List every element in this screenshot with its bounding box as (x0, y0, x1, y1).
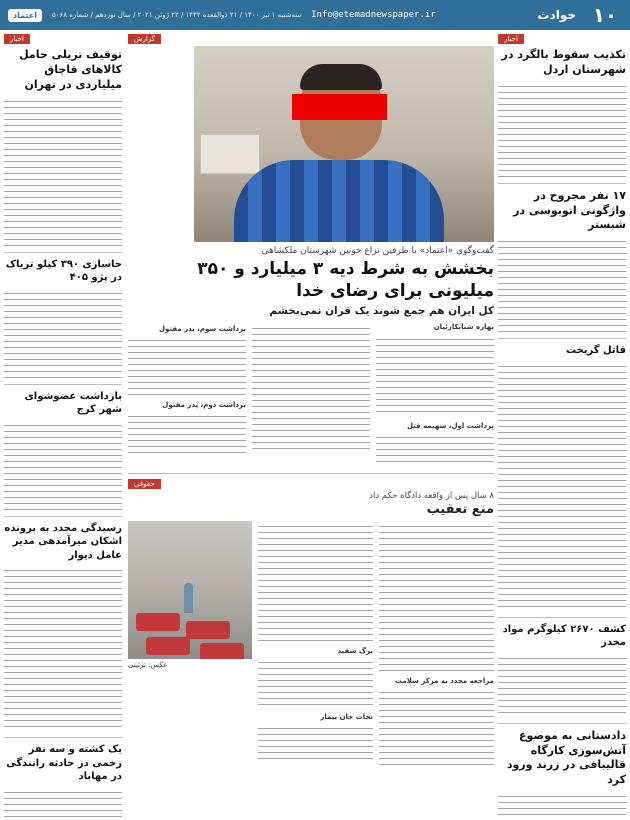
hospital-bed (146, 637, 190, 655)
article-text (128, 335, 246, 395)
divider (4, 737, 122, 738)
article-text (252, 323, 370, 449)
second-article-column (258, 521, 373, 773)
news-body (498, 361, 626, 611)
news-headline: بازداشت عضوشوای شهر کرج (24, 390, 122, 416)
article-subtitle: کل ایران هم جمع شوند یک قران نمی‌بخشم (269, 305, 494, 318)
article-text (258, 657, 373, 707)
report-tag: گزارش (128, 34, 161, 44)
article-text (258, 723, 373, 763)
divider (128, 473, 494, 474)
article-column-right (376, 323, 494, 468)
header-left (8, 9, 436, 22)
face-redaction-bar (292, 94, 387, 120)
issue-dateline: سه‌شنبه ۱ تیر ۱۴۰۰ / ۲۱ ذوالقعده ۱۴۴۲ / ۲۲ ژوئن ۲۰۲۱ / سال نوزدهم / شماره ۵۰۶۸ (51, 11, 302, 19)
article-text (258, 521, 373, 641)
news-body (498, 791, 626, 820)
news-headline: ۱۷ نفر مجروح در واژگونی اتوبوسی در شبستر (513, 188, 626, 232)
news-headline: رسیدگی مجدد به پرونده اشکان میرآمدهی مدیر عامل دیوار (4, 522, 122, 561)
article-text (376, 432, 494, 462)
news-body (498, 653, 626, 717)
news-headline: کشف ۲۶۷۰ کیلوگرم مواد مخدر (502, 623, 626, 649)
news-body (4, 96, 122, 246)
article-text (376, 334, 494, 416)
hospital-bed (136, 613, 180, 631)
news-body (4, 420, 122, 510)
article-text (379, 687, 494, 767)
person-figure (234, 64, 444, 242)
legal-tag: حقوقی (128, 479, 161, 489)
page-number: ۱۰ (592, 3, 618, 27)
header-right (537, 3, 622, 27)
news-body (4, 565, 122, 731)
photo-caption: عکس: تزئینی (128, 661, 168, 670)
news-body (4, 787, 122, 820)
article-subhead: نجات جان بیمار (320, 713, 373, 722)
standing-figure (184, 583, 193, 613)
article-subhead: برداشت اول، سهیمه قتل (406, 422, 494, 431)
article-kicker: گفت‌وگوی «اعتماد» با طرفین نزاع خونین شهرستان ملکشاهی (261, 246, 494, 256)
article-photo (194, 46, 494, 242)
article-text (379, 521, 494, 671)
main-article-column (128, 34, 494, 814)
article-subhead: برداشت سوم، پدر مقتول (158, 325, 246, 334)
second-article-kicker: ۸ سال پس از واقعه دادگاه حکم داد (369, 491, 494, 502)
divider (498, 617, 626, 618)
news-item (498, 623, 626, 717)
article-title: بخشش به شرط دیه ۳ میلیارد و ۳۵۰ میلیونی برای رضای خدا (197, 259, 494, 302)
news-item (498, 729, 626, 820)
divider (4, 516, 122, 517)
divider (498, 183, 626, 184)
news-tag: اخبار (4, 34, 30, 44)
article-text (128, 411, 246, 453)
second-article-column (379, 521, 494, 773)
news-headline: جاسازی ۳۹۰ کیلو تریاک در پژو ۴۰۵ (5, 258, 122, 284)
left-news-column (4, 34, 122, 814)
section-title: حوادث (537, 8, 576, 22)
divider (4, 384, 122, 385)
divider (4, 252, 122, 253)
hospital-ward-photo (128, 521, 252, 659)
hospital-bed (186, 621, 230, 639)
person-body (234, 160, 444, 242)
person-hair (300, 64, 382, 90)
article-subhead: برداشت دوم، پدر مقتول (162, 401, 246, 410)
article-byline: بهاره شبانکارئیان (433, 323, 494, 332)
news-headline: یک کشته و سه نفر زخمی در حادثه رانندگی در مهاباد (6, 744, 122, 783)
news-body (4, 288, 122, 378)
news-headline: قاتل گریخت (565, 345, 626, 357)
news-headline: توقیف تریلی حامل کالاهای قاچاق میلیاردی در تهران (19, 48, 122, 91)
news-item (498, 344, 626, 611)
second-article-body (128, 521, 494, 771)
hospital-photo-block (128, 521, 252, 669)
article-body (128, 323, 494, 468)
article-subhead: برگ سفید (337, 647, 373, 656)
contact-email[interactable]: Info@etemadnewspaper.ir (311, 10, 436, 20)
news-headline: دادستانی به موضوع آتش‌سوزی کارگاه قالیبافی در زرند ورود کرد (506, 728, 626, 787)
divider (498, 723, 626, 724)
article-subhead: مراجعه مجدد به مرکز سلامت (394, 677, 494, 686)
article-column-left (128, 323, 246, 468)
hospital-bed (200, 643, 244, 659)
page-header (0, 0, 630, 30)
news-body (498, 236, 626, 332)
article-column-middle (252, 323, 370, 468)
second-article-text-columns (258, 521, 494, 773)
divider (498, 338, 626, 339)
news-item (498, 48, 626, 177)
second-article-title: منع تعقیب (426, 502, 494, 518)
newspaper-logo: اعتماد (8, 9, 42, 22)
news-body (498, 81, 626, 177)
news-tag: اخبار (498, 34, 524, 44)
news-item (498, 189, 626, 333)
right-news-column (498, 34, 626, 814)
news-headline: تکذیب سقوط بالگرد در شهرستان اردل (501, 48, 626, 76)
